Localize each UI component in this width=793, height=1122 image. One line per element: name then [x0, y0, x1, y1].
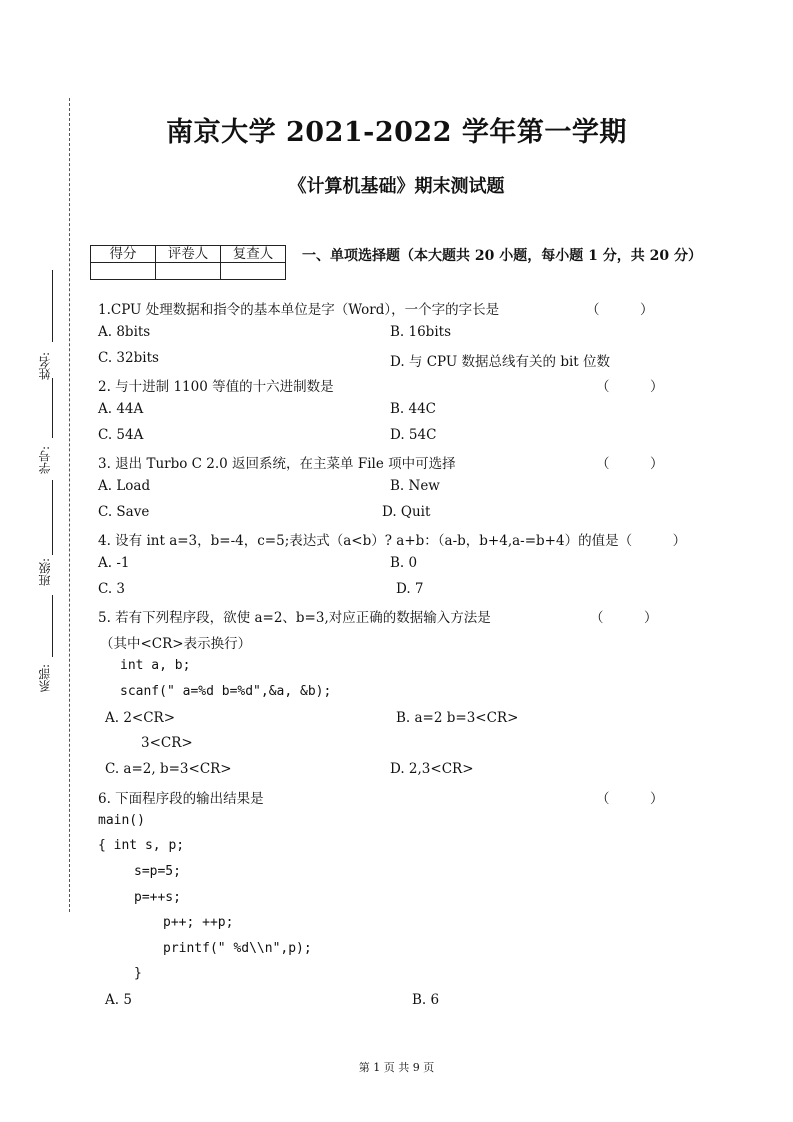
grader-cell[interactable]	[156, 263, 221, 280]
q5-option-b: B. a=2 b=3<CR>	[396, 710, 519, 726]
score-cell[interactable]	[91, 263, 156, 280]
q5-option-d: D. 2,3<CR>	[390, 761, 474, 777]
q3-option-c: C. Save	[98, 504, 150, 520]
q6-code-line-1: main()	[98, 813, 145, 828]
q2-stem: 2. 与十进制 1100 等值的十六进制数是	[98, 379, 334, 395]
q2-option-b: B. 44C	[390, 401, 437, 417]
department-label: 系部:	[38, 664, 52, 693]
exam-title: 南京大学 2021-2022 学年第一学期	[166, 117, 627, 148]
q5-code-line-2: scanf(" a=%d b=%d",&a, &b);	[120, 684, 332, 699]
q5-answer-bracket[interactable]: （ ）	[590, 610, 658, 626]
binding-margin-dashed-line	[69, 98, 70, 912]
q1-option-d: D. 与 CPU 数据总线有关的 bit 位数	[390, 354, 611, 370]
q3-answer-bracket[interactable]: （ ）	[596, 456, 664, 472]
q4-option-b: B. 0	[390, 555, 418, 571]
class-label: 班级:	[38, 558, 52, 587]
q1-option-a: A. 8bits	[98, 324, 151, 340]
q2-option-d: D. 54C	[390, 427, 437, 443]
q4-option-c: C. 3	[98, 581, 126, 597]
q5-stem: 5. 若有下列程序段，欲使 a=2、b=3,对应正确的数据输入方法是	[98, 610, 491, 626]
q6-option-b: B. 6	[412, 992, 440, 1008]
q3-stem: 3. 退出 Turbo C 2.0 返回系统，在主菜单 File 项中可选择	[98, 456, 456, 472]
score-table	[90, 245, 286, 280]
q1-option-b: B. 16bits	[390, 324, 451, 340]
q6-answer-bracket[interactable]: （ ）	[596, 791, 664, 807]
score-table-entry-row	[91, 263, 286, 280]
exam-subtitle: 《计算机基础》期末测试题	[288, 176, 505, 197]
q3-option-b: B. New	[390, 478, 440, 494]
q5-option-a: A. 2<CR>	[105, 710, 176, 726]
q5-code-line-1: int a, b;	[120, 658, 191, 673]
q1-answer-bracket[interactable]: （ ）	[586, 302, 654, 318]
student-id-blank-line-upper	[52, 378, 53, 438]
q3-option-d: D. Quit	[382, 504, 431, 520]
q5-option-c: C. a=2, b=3<CR>	[105, 761, 232, 777]
q1-option-c: C. 32bits	[98, 350, 159, 366]
page-footer: 第 1 页 共 9 页	[358, 1061, 435, 1074]
q2-option-c: C. 54A	[98, 427, 144, 443]
q3-option-a: A. Load	[98, 478, 151, 494]
q6-option-a: A. 5	[105, 992, 132, 1008]
q6-code-line-7: }	[134, 966, 142, 981]
class-blank-line	[52, 595, 53, 657]
grader-header: 评卷人	[156, 246, 221, 263]
q2-option-a: A. 44A	[98, 401, 144, 417]
q4-option-d: D. 7	[396, 581, 424, 597]
student-id-blank-line	[52, 480, 53, 555]
name-label: 姓名:	[38, 352, 52, 381]
reviewer-cell[interactable]	[221, 263, 286, 280]
q2-answer-bracket[interactable]: （ ）	[596, 379, 664, 395]
q4-option-a: A. -1	[98, 555, 130, 571]
student-id-label: 学号:	[38, 446, 52, 475]
q6-stem: 6. 下面程序段的输出结果是	[98, 791, 264, 807]
q6-code-line-6: printf(" %d\\n",p);	[163, 941, 312, 956]
q1-stem: 1.CPU 处理数据和指令的基本单位是字（Word），一个字的字长是	[98, 302, 500, 318]
q4-stem: 4. 设有 int a=3，b=-4，c=5;表达式（a<b）? a+b：（a-b，b+4,a-=b+4）的值是（ ）	[98, 533, 687, 549]
q6-code-line-4: p=++s;	[134, 890, 181, 905]
reviewer-header: 复查人	[221, 246, 286, 263]
score-table-header-row	[91, 246, 286, 263]
q5-note: （其中<CR>表示换行）	[100, 636, 252, 652]
q6-code-line-2: { int s, p;	[98, 838, 185, 853]
q6-code-line-3: s=p=5;	[134, 864, 181, 879]
score-header: 得分	[91, 246, 156, 263]
section-heading: 一、单项选择题（本大题共 20 小题，每小题 1 分，共 20 分）	[302, 248, 702, 264]
q5-option-a-continued: 3<CR>	[141, 735, 193, 751]
q6-code-line-5: p++; ++p;	[163, 915, 234, 930]
name-blank-line	[52, 270, 53, 342]
